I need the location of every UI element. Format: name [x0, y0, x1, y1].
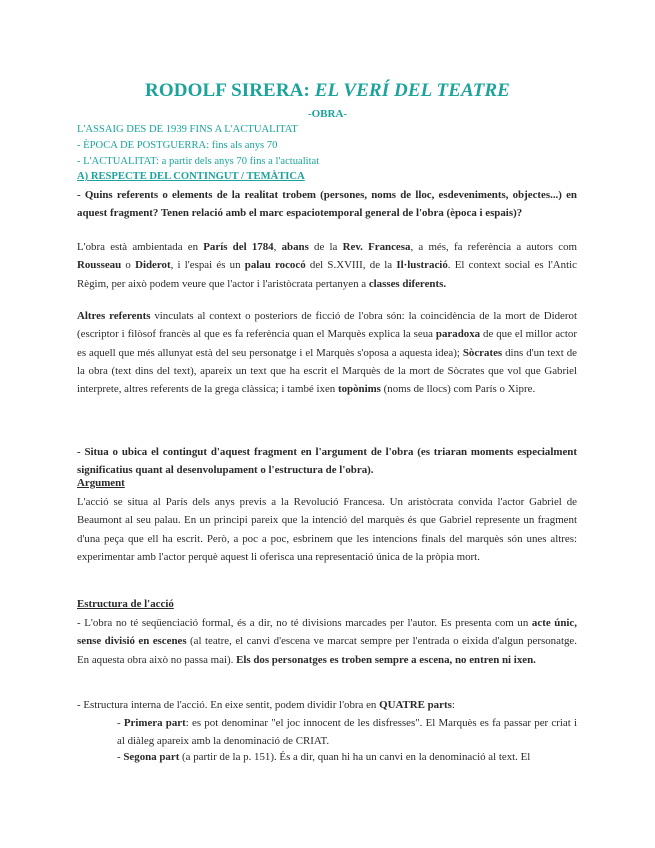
intro-line-2: - ÈPOCA DE POSTGUERRA: fins als anys 70 — [77, 140, 278, 151]
document-title-italic: EL VERÍ DEL TEATRE — [314, 80, 510, 101]
paragraph-structure: - L'obra no té seqüenciació formal, és a dir, no té divisions marcades per l'autor. Es presenta com un acte únic, sense divisió en escenes (al teatre, el canvi d'escena ve marcat sempre per l'entrada o eixida d'algun personatge. En aquesta obra això no passa mai). Els dos personatges es troben sempre a escena, no entren ni ixen. — [77, 617, 577, 666]
document-title: RODOLF SIRERA: EL VERÍ DEL TEATRE — [145, 80, 510, 101]
section-a-heading: A) RESPECTE DEL CONTINGUT / TEMÀTICA — [77, 171, 305, 182]
question-2: - Situa o ubica el contingut d'aquest fragment en l'argument de l'obra (es triaran moments especialment significatius quant al desenvolupament o l'estructura de l'obra). — [77, 446, 577, 477]
paragraph-context: L'obra està ambientada en París del 1784, abans de la Rev. Francesa, a més, fa referència a autors com Rousseau o Diderot, i l'espai és un palau rococó del S.XVIII, de la Il·lustració. El context social es l'Antic Règim, per això podem veure que l'actor i l'aristòcrata pertanyen a classes diferents. — [77, 241, 578, 290]
paragraph-referents: Altres referents vinculats al context o posteriors de ficció de l'obra són: la coincidència de la mort de Diderot (escriptor i filòsof francès al que es fa referència quan el Marquès explica la seua paradoxa de que el millor actor es aquell que més allunyat està del seu personatge i el Marquès s'oposa a aquesta idea); Sòcrates dins d'un text de la obra (text dins del text), apareix un text que ha escrit el Marquès de la mort de Sòcrates que vol que Gabriel interprete, altres referents de la grega clàssica; i també ixen topònims (noms de llocs) com París o Xipre. — [77, 310, 577, 396]
intro-line-3: - L'ACTUALITAT: a partir dels anys 70 fins a l'actualitat — [77, 156, 320, 167]
paragraph-part-two: - Segona part (a partir de la p. 151). És a dir, quan hi ha un canvi en la denominació al text. El — [117, 751, 531, 763]
paragraph-part-one: - Primera part: es pot denominar "el joc innocent de les disfresses". El Marquès es fa passar per criat i al diàleg apareix amb la denominació de CRIAT. — [117, 717, 577, 748]
paragraph-argument: L'acció se situa al París dels anys previs a la Revolució Francesa. Un aristòcrata convida l'actor Gabriel de Beaumont al seu palau. En un principi pareix que la intenció del marquès és que Gabriel represente un fragment d'una peça que ell ha escrit. Però, a poc a poc, esbrinem que les intencions finals del marquès són unes altres: experimentar amb l'actor perquè aquest li oferisca una representació única de la pròpia mort. — [77, 496, 577, 563]
paragraph-internal-structure: - Estructura interna de l'acció. En eixe sentit, podem dividir l'obra en QUATRE parts: — [77, 699, 455, 711]
argument-heading: Argument — [77, 477, 125, 489]
question-1: - Quins referents o elements de la realitat trobem (persones, noms de lloc, esdeveniments, objectes...) en aquest fragment? Tenen relació amb el marc espaciotemporal general de l'obra (època i espais)? — [77, 189, 577, 220]
intro-line-1: L'ASSAIG DES DE 1939 FINS A L'ACTUALITAT — [77, 124, 298, 135]
document-subtitle: -OBRA- — [307, 108, 348, 120]
structure-heading: Estructura de l'acció — [77, 598, 174, 610]
